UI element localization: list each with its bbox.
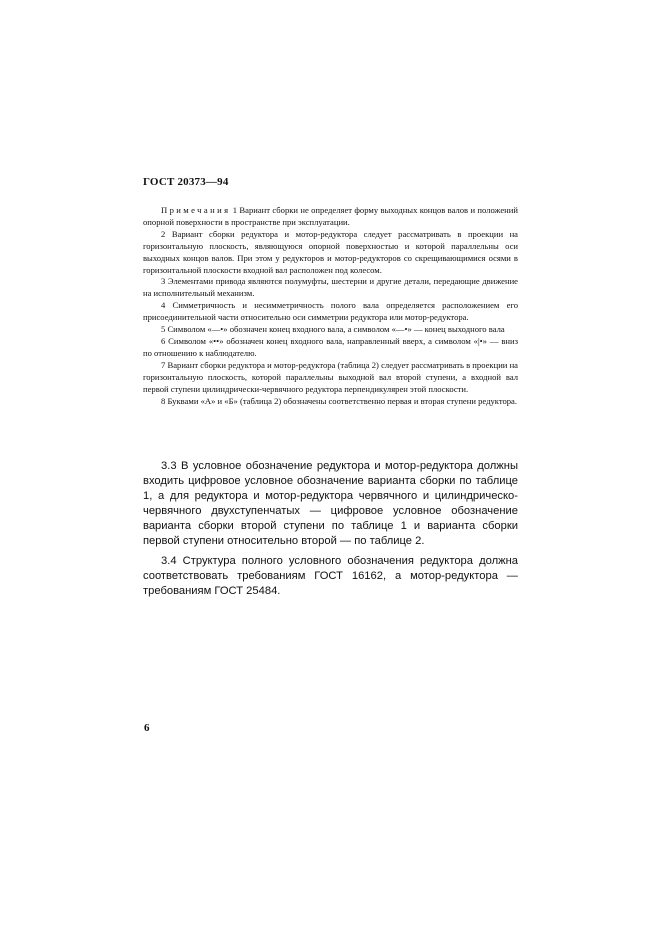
clause-3-3: 3.3 В условное обозначение редуктора и мотор-редуктора должны входить цифровое условное обозначение варианта сборки по таблице 1, а для редуктора и мотор-редуктора червячного и цилиндрическо-червячного двухступенчатых — цифровое условное обозначение варианта сборки второй ступени по таблице 1 и варианта сборки первой ступени относительно второй — по таблице 2. <box>143 460 518 547</box>
clauses-block <box>143 459 518 599</box>
note-4: 4 Симметричность и несимметричность полого вала определяется расположением его присоединительной части относительно оси симметрии редуктора или мотор-редуктора. <box>143 300 518 323</box>
note-1 <box>143 205 518 229</box>
note-7: 7 Вариант сборки редуктора и мотор-редуктора (таблица 2) следует рассматривать в проекции на горизонтальную плоскость, которой параллельны выходной вал второй ступени, а входной вал первой ступени цилиндрически-червячного редуктора перпендикулярен этой плоскости. <box>143 359 518 394</box>
note-5: 5 Символом «—•» обозначен конец входного вала, а символом «—•» — конец выходного вала <box>161 324 505 335</box>
notes-block <box>143 205 518 407</box>
note-2: 2 Вариант сборки редуктора и мотор-редуктора следует рассматривать в проекции на горизонтальную плоскость, являющуюся опорной поверхностью и которой параллельны оси выходных концов валов. При этом у редукторов и мотор-редукторов со скрещивающимися осями в горизонтальной плоскости входной вал расположен под колесом. <box>143 228 518 275</box>
note-1-text: 1 Вариант сборки не определяет форму выходных концов валов и положений опорной поверхности в пространстве при эксплуатации. <box>143 205 518 227</box>
clause-3-4: 3.4 Структура полного условного обозначения редуктора должна соответствовать требованиям ГОСТ 16162, а мотор-редуктора — требованиям ГОСТ 25484. <box>143 555 518 597</box>
page-number: 6 <box>144 722 150 734</box>
note-6: 6 Символом «••» обозначен конец входного вала, направленный вверх, а символом «|•» — вниз по отношению к наблюдателю. <box>143 335 518 358</box>
notes-label: Примечания <box>161 205 231 215</box>
note-8: 8 Буквами «А» и «Б» (таблица 2) обозначены соответственно первая и вторая ступени редуктора. <box>161 395 518 406</box>
document-code-header: ГОСТ 20373—94 <box>143 176 229 188</box>
note-3: 3 Элементами привода являются полумуфты, шестерни и другие детали, передающие движение на исполнительный механизм. <box>143 276 518 299</box>
